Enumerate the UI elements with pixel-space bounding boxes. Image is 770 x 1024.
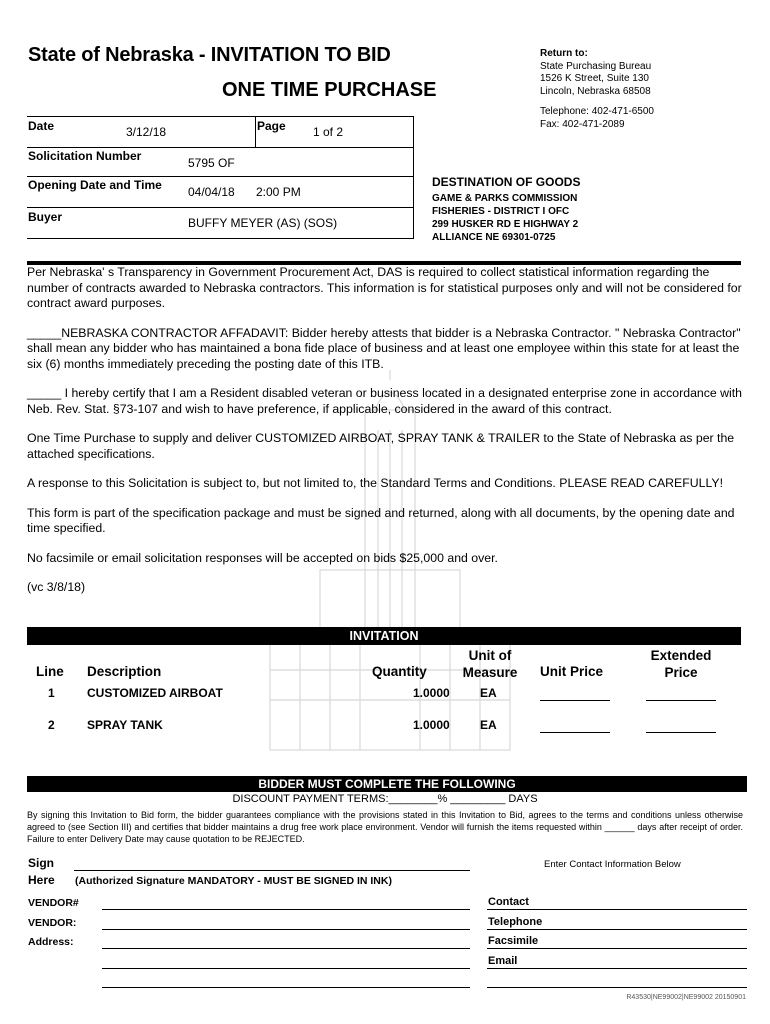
destination-line-1: GAME & PARKS COMMISSION <box>432 193 578 204</box>
footer-code: R43530|NE99002|NE99002 20150901 <box>626 994 746 1001</box>
page-title: State of Nebraska - INVITATION TO BID <box>28 44 391 66</box>
contact-label: Contact <box>488 896 529 908</box>
return-to-block <box>540 48 654 131</box>
address-field-1[interactable] <box>102 948 470 949</box>
unit-price-field[interactable] <box>540 732 610 733</box>
item-line: 2 <box>48 718 55 732</box>
sign-text: Sign <box>28 856 54 870</box>
date-label: Date <box>28 119 55 133</box>
solicitation-value: 5795 OF <box>188 156 235 170</box>
extended-price-field[interactable] <box>646 700 716 701</box>
signature-field[interactable] <box>74 870 470 871</box>
destination-line-3: 299 HUSKER RD E HIGHWAY 2 <box>432 219 579 230</box>
vendor-number-label: VENDOR# <box>28 897 79 909</box>
paragraph-transparency: Per Nebraska' s Transparency in Government Procurement Act, DAS is required to collect statistical information regarding the number of contracts awarded to Nebraska contractors. This information is for statistical purposes only and will not be considered for contract award purposes. <box>27 265 742 310</box>
email-label: Email <box>488 955 518 967</box>
destination-title: DESTINATION OF GOODS <box>432 175 581 189</box>
bidder-statement: By signing this Invitation to Bid form, the bidder guarantees compliance with the provisions stated in this Invitation to Bid, agrees to the terms and conditions unless otherwise agreed to (see Section III) and certifies that bidder maintains a drug free work place environment. Vendor will furnish the items requested within ______ days after receipt of order. Failure to enter Delivery Date may cause quotation to be REJECTED. <box>27 810 743 844</box>
paragraph-certify: _____ I hereby certify that I am a Resident disabled veteran or business located in a designated enterprise zone in accordance with Neb. Rev. Stat. §73-107 and wish to have preference, if applicable, considered in the award of this contract. <box>27 386 743 416</box>
destination-line-4: ALLIANCE NE 69301-0725 <box>432 232 556 243</box>
page-subtitle: ONE TIME PURCHASE <box>222 79 437 101</box>
col-uom <box>458 647 522 681</box>
vendor-label: VENDOR: <box>28 917 77 929</box>
facsimile-label: Facsimile <box>488 935 539 947</box>
paragraph-purchase: One Time Purchase to supply and deliver CUSTOMIZED AIRBOAT, SPRAY TANK & TRAILER to the State of Nebraska as per the attached specifications. <box>27 431 735 461</box>
solicitation-label: Solicitation Number <box>28 149 142 163</box>
col-extended-price <box>646 647 716 681</box>
discount-terms: DISCOUNT PAYMENT TERMS:________% _________ DAYS <box>232 793 538 805</box>
date-value: 3/12/18 <box>126 125 167 139</box>
opening-date: 04/04/18 <box>188 185 235 199</box>
sign-here-label <box>28 855 55 889</box>
contact-field[interactable] <box>487 909 747 910</box>
col-ext-line-1: Extended <box>650 648 712 663</box>
return-telephone: Telephone: 402-471-6500 <box>540 106 654 117</box>
address-field-3[interactable] <box>102 987 470 988</box>
col-uom-line-2: Measure <box>462 665 518 680</box>
item-quantity: 1.0000 <box>413 718 450 732</box>
email-field[interactable] <box>487 968 747 969</box>
item-line: 1 <box>48 686 55 700</box>
here-text: Here <box>28 873 55 887</box>
paragraph-response: A response to this Solicitation is subject to, but not limited to, the Standard Terms and Conditions. PLEASE READ CAREFULLY! <box>27 476 724 490</box>
telephone-label: Telephone <box>488 916 543 928</box>
paragraph-version: (vc 3/8/18) <box>27 580 86 594</box>
col-uom-line-1: Unit of <box>468 648 512 663</box>
bidder-bar: BIDDER MUST COMPLETE THE FOLLOWING <box>27 776 747 792</box>
paragraph-form: This form is part of the specification package and must be signed and returned, along with all documents, by the opening date and time specified. <box>27 505 735 535</box>
col-description: Description <box>87 664 162 679</box>
facsimile-field[interactable] <box>487 948 747 949</box>
body-text <box>27 265 747 610</box>
signature-note: (Authorized Signature MANDATORY - MUST BE SIGNED IN INK) <box>75 875 392 887</box>
extra-field[interactable] <box>487 987 747 988</box>
item-quantity: 1.0000 <box>413 686 450 700</box>
paragraph-affidavit: _____NEBRASKA CONTRACTOR AFFADAVIT: Bidder hereby attests that bidder is a Nebraska Contractor. " Nebraska Contractor" shall mean any bidder who has maintained a bona fide place of business and at least one employee within this state for at least the six (6) months immediately preceding the posting date of this ITB. <box>27 325 741 371</box>
item-uom: EA <box>480 718 497 732</box>
buyer-value: BUFFY MEYER (AS) (SOS) <box>188 216 338 230</box>
col-line: Line <box>36 664 64 679</box>
return-to-label: Return to: <box>540 48 588 59</box>
page-value: 1 of 2 <box>313 125 344 139</box>
return-line-1: State Purchasing Bureau <box>540 60 652 72</box>
paragraph-facsimile: No facsimile or email solicitation responses will be accepted on bids $25,000 and over. <box>27 550 498 565</box>
address-field-2[interactable] <box>102 968 470 969</box>
address-label: Address: <box>28 936 74 948</box>
telephone-field[interactable] <box>487 929 747 930</box>
opening-time: 2:00 PM <box>256 185 301 199</box>
return-fax: Fax: 402-471-2089 <box>540 118 625 130</box>
extended-price-field[interactable] <box>646 732 716 733</box>
invitation-bar: INVITATION <box>27 627 741 645</box>
buyer-label: Buyer <box>28 210 63 224</box>
col-ext-line-2: Price <box>664 665 698 680</box>
col-quantity: Quantity <box>372 664 427 679</box>
unit-price-field[interactable] <box>540 700 610 701</box>
item-description: SPRAY TANK <box>87 718 163 732</box>
contact-info-label: Enter Contact Information Below <box>544 859 681 870</box>
destination-line-2: FISHERIES - DISTRICT I OFC <box>432 206 570 217</box>
vendor-field[interactable] <box>102 929 470 930</box>
opening-label: Opening Date and Time <box>28 178 162 192</box>
return-line-2: 1526 K Street, Suite 130 <box>540 73 649 84</box>
col-unit-price: Unit Price <box>540 664 604 679</box>
item-uom: EA <box>480 686 497 700</box>
solicitation-info-table <box>27 116 414 239</box>
page-label: Page <box>257 119 286 133</box>
destination-block <box>432 176 580 244</box>
item-description: CUSTOMIZED AIRBOAT <box>87 686 223 700</box>
return-line-3: Lincoln, Nebraska 68508 <box>540 85 651 97</box>
vendor-number-field[interactable] <box>102 909 470 910</box>
